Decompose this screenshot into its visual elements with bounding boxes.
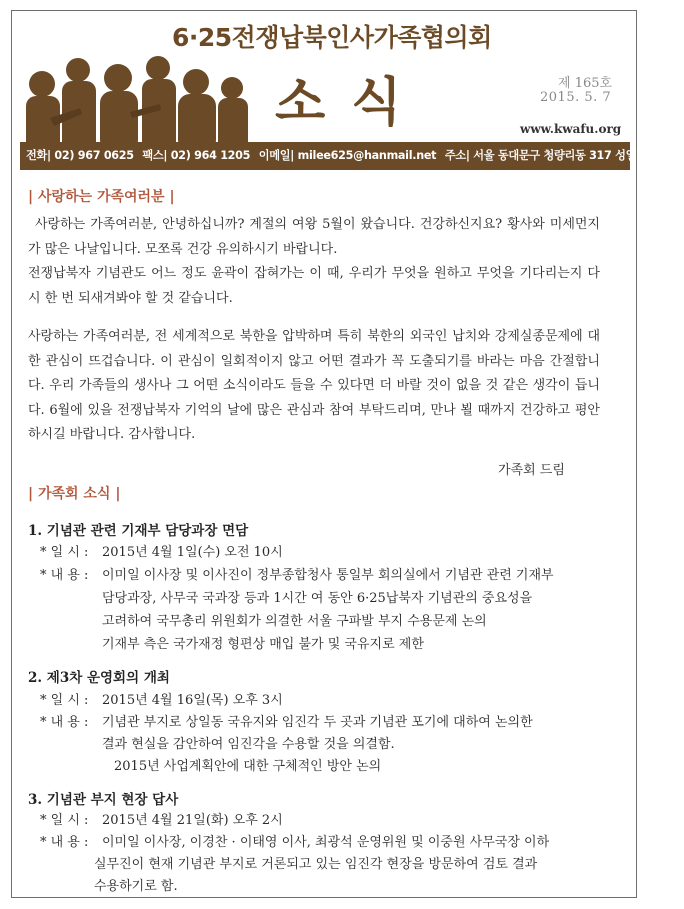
website-link[interactable]: www.kwafu.org (520, 122, 622, 136)
news-item-1-content-line-1: 이미일 이사장 및 이사진이 정부종합청사 통일부 회의실에서 기념관 관련 기재부 (102, 568, 554, 583)
news-item-1-content-line-2: 담당과장, 사무국 국과장 등과 1시간 여 동안 6·25납북자 기념관의 중요성을 (102, 591, 533, 606)
newsletter-title: 소식 (275, 73, 428, 133)
news-item-2-content-row (40, 711, 533, 730)
news-item-2-date: 2015년 4월 16일(목) 오후 3시 (102, 693, 283, 708)
news-item-3-date-row (40, 809, 283, 828)
news-item-1-content-line-4: 기재부 측은 국가재정 형편상 매입 불가 및 국유지로 제한 (102, 637, 424, 652)
news-item-3-title: 3. 기념관 부지 현장 답사 (28, 792, 179, 808)
contact-fax: 팩스| 02) 964 1205 (142, 149, 251, 162)
news-item-1-title: 1. 기념관 관련 기재부 담당과장 면담 (28, 523, 249, 539)
news-item-3-date: 2015년 4월 21일(화) 오후 2시 (102, 813, 283, 828)
news-item-3-content-line-1: 이미일 이사장, 이경찬 · 이태영 이사, 최광석 운영위원 및 이중원 사무국장 이하 (102, 835, 550, 850)
date-label: * 일 시 : (40, 693, 89, 708)
contact-phone: 전화| 02) 967 0625 (26, 149, 134, 162)
news-item-1-date: 2015년 4월 1일(수) 오전 10시 (102, 545, 283, 560)
contact-address: 주소| 서울 동대문구 청량리동 317 성일빌딩 2층 (444, 149, 679, 162)
content-label: * 내 용 : (40, 715, 89, 730)
letter-heading: | 사랑하는 가족여러분 | (28, 189, 175, 205)
news-item-2-date-row (40, 689, 283, 708)
news-item-2-content-line-3: 2015년 사업계획안에 대한 구체적인 방안 논의 (114, 759, 382, 774)
letter-paragraph-3: 사랑하는 가족여러분, 전 세계적으로 북한을 압박하며 특히 북한의 외국인 납치와 강제실종문제에 대한 관심이 뜨겁습니다. 이 관심이 일회적이지 않고 어떤 결과가 꼭 도출되기를 바라는 마음 간절합니다. 우리 가족들의 생사나 그 어떤 소식이라도 들을 수 있다면 더 바랄 것이 없을 것 같은 생각이 듭니다. 6월에 있을 전쟁납북자 기억의 날에 많은 관심과 참여 부탁드리며, 만나 뵐 때까지 건강하고 평안하시길 바랍니다. 감사합니다. (28, 329, 600, 442)
news-item-1-date-row (40, 541, 283, 560)
news-item-2-title: 2. 제3차 운영회의 개최 (28, 670, 170, 686)
letter-paragraph-2: 전쟁납북자 기념관도 어느 정도 윤곽이 잡혀가는 이 때, 우리가 무엇을 원하고 무엇을 기다리는지 다시 한 번 되새겨봐야 할 것 같습니다. (28, 266, 600, 306)
news-item-2-content-line-1: 기념관 부지로 상일동 국유지와 임진각 두 곳과 기념관 포기에 대하여 논의한 (102, 715, 533, 730)
news-item-1-content-line-3: 고려하여 국무총리 위원회가 의결한 서울 구파발 부지 수용문제 논의 (102, 614, 487, 629)
news-heading: | 가족회 소식 | (28, 486, 121, 502)
newsletter-header (20, 14, 679, 170)
contact-email[interactable]: 이메일| milee625@hanmail.net (258, 149, 437, 162)
issue-number: 제 165호 (558, 76, 613, 91)
letter-paragraph-1: 사랑하는 가족여러분, 안녕하십니까? 계절의 여왕 5월이 왔습니다. 건강하신지요? 황사와 미세먼지가 많은 나날입니다. 모쪼록 건강 유의하시기 바랍니다. (28, 217, 600, 257)
date-label: * 일 시 : (40, 545, 89, 560)
date-label: * 일 시 : (40, 813, 89, 828)
family-silhouette-image (20, 48, 250, 152)
news-item-3-content-row (40, 831, 549, 850)
content-label: * 내 용 : (40, 568, 89, 583)
content-label: * 내 용 : (40, 835, 89, 850)
organization-name: 6·25전쟁납북인사가족협의회 (172, 23, 492, 52)
letter-signature: 가족회 드림 (498, 463, 565, 478)
issue-date: 2015. 5. 7 (540, 90, 612, 105)
news-item-3-content-line-2: 실무진이 현재 기념관 부지로 거론되고 있는 임진각 현장을 방문하여 검토 결과 (94, 857, 538, 872)
news-item-3-content-line-3: 수용하기로 함. (94, 879, 178, 894)
news-item-2-content-line-2: 결과 현실을 감안하여 임진각을 수용할 것을 의결함. (102, 737, 395, 752)
news-item-1-content-row (40, 564, 554, 583)
contact-bar (20, 142, 679, 170)
